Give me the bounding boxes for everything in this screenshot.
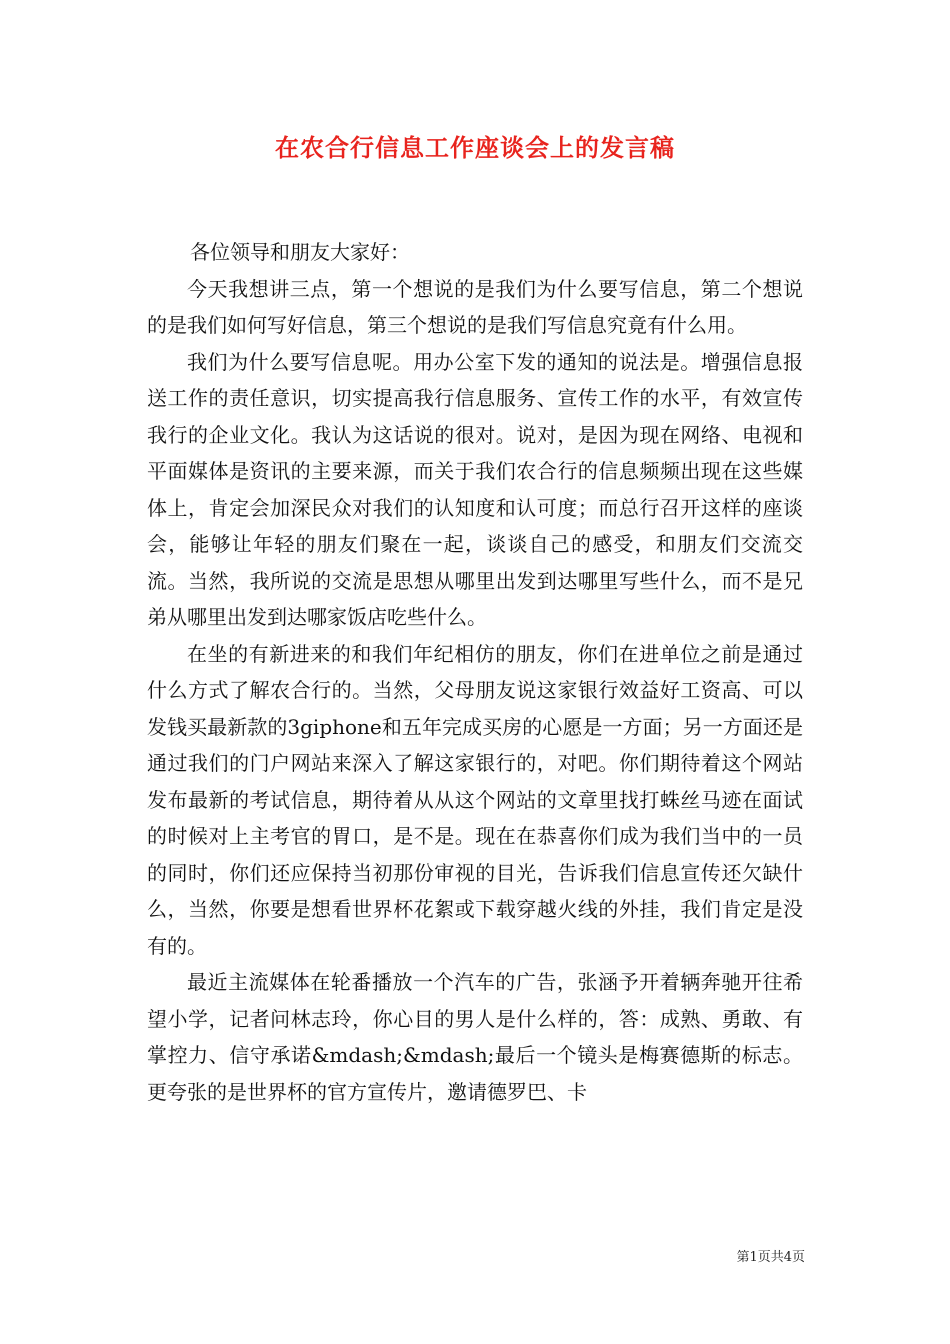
paragraph-3: 在坐的有新进来的和我们年纪相仿的朋友，你们在进单位之前是通过什么方式了解农合行的。当然，父母朋友说这家银行效益好工资高、可以发钱买最新款的3giphone和五年完成买房的心愿是一方面；另一方面还是通过我们的门户网站来深入了解这家银行的，对吧。你们期待着这个网站发布最新的考试信息，期待着从从这个网站的文章里找打蛛丝马迹在面试的时候对上主考官的胃口，是不是。现在在恭喜你们成为我们当中的一员的同时，你们还应保持当初那份审视的目光，告诉我们信息宣传还欠缺什么，当然，你要是想看世界杯花絮或下载穿越火线的外挂，我们肯定是没有的。 (147, 641, 803, 958)
greeting-line: 各位领导和朋友大家好： (190, 240, 410, 264)
page-number-label: 第1页共4页 (736, 1250, 805, 1265)
paragraph-4: 最近主流媒体在轮番播放一个汽车的广告，张涵予开着辆奔驰开往希望小学，记者问林志玲，你心目的男人是什么样的，答：成熟、勇敢、有掌控力、信守承诺&mdash;&mdash;最后一个镜头是梅赛德斯的标志。更夸张的是世界杯的官方宣传片，邀请德罗巴、卡 (147, 970, 803, 1104)
document-title: 在农合行信息工作座谈会上的发言稿 (275, 133, 675, 162)
paragraph-1: 今天我想讲三点，第一个想说的是我们为什么要写信息，第二个想说的是我们如何写好信息，第三个想说的是我们写信息究竟有什么用。 (147, 276, 803, 337)
document-body (147, 234, 803, 1110)
paragraph-2: 我们为什么要写信息呢。用办公室下发的通知的说法是。增强信息报送工作的责任意识，切实提高我行信息服务、宣传工作的水平，有效宣传我行的企业文化。我认为这话说的很对。说对，是因为现在网络、电视和平面媒体是资讯的主要来源，而关于我们农合行的信息频频出现在这些媒体上，肯定会加深民众对我们的认知度和认可度；而总行召开这样的座谈会，能够让年轻的朋友们聚在一起，谈谈自己的感受，和朋友们交流交流。当然，我所说的交流是思想从哪里出发到达哪里写些什么，而不是兄弟从哪里出发到达哪家饭店吃些什么。 (147, 349, 803, 629)
page-footer (736, 1246, 805, 1265)
